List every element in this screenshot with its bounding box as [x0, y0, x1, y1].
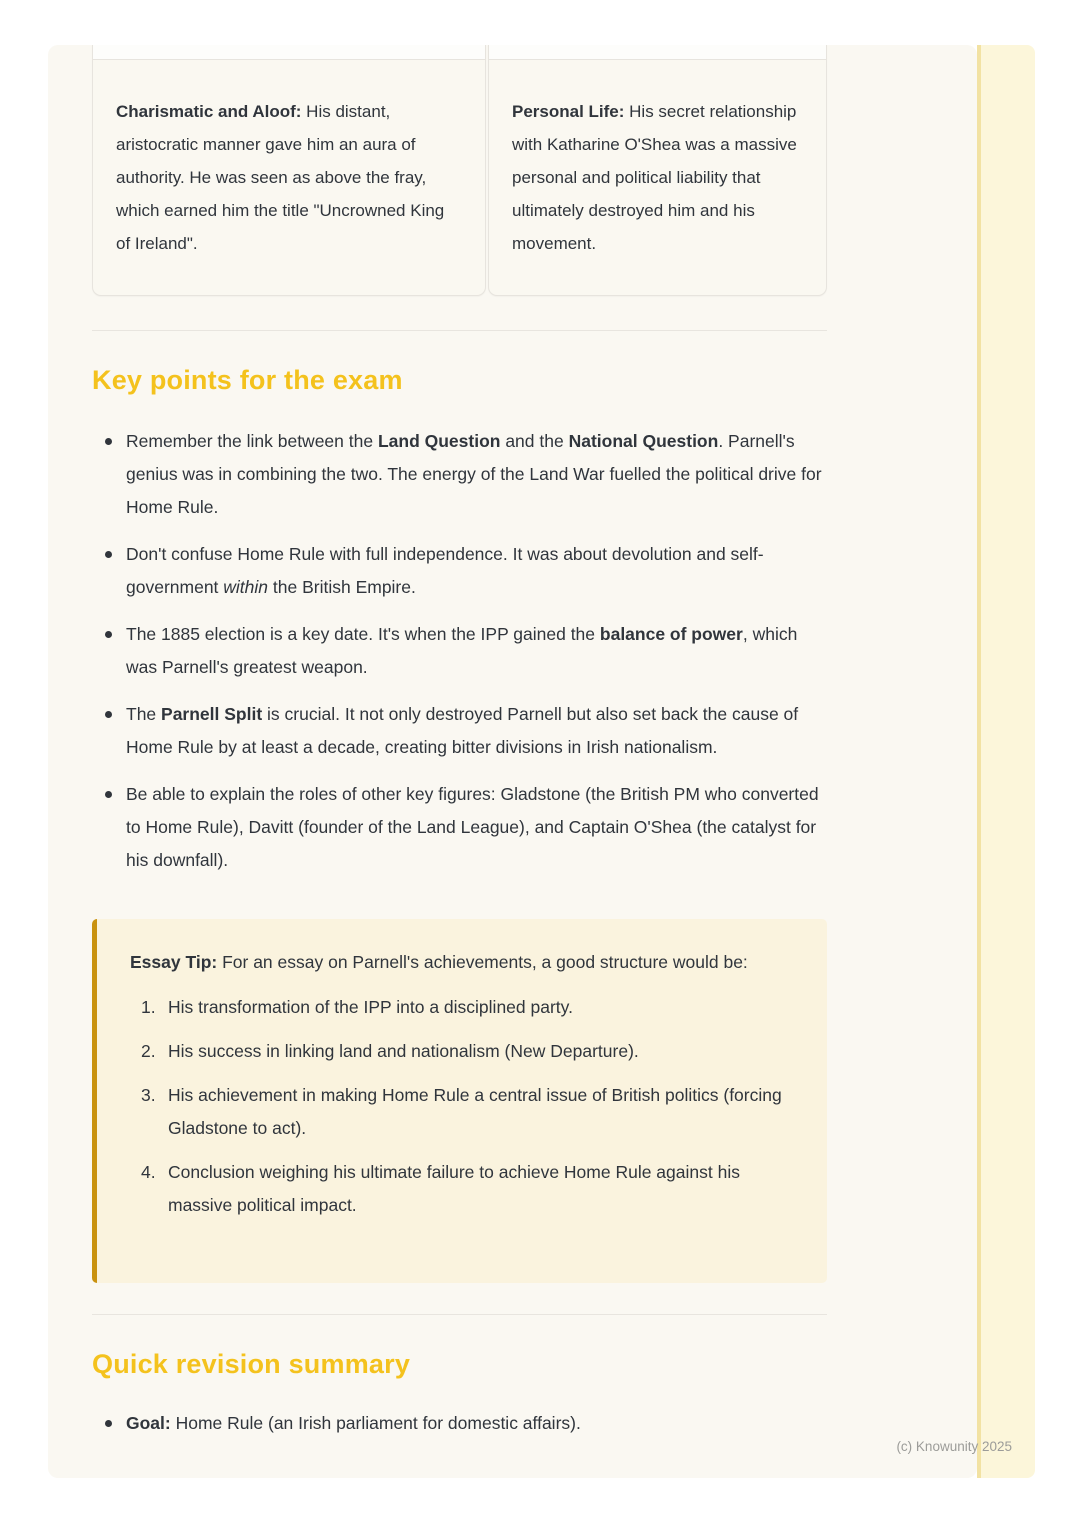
traits-table — [92, 45, 827, 296]
list-item: The Parnell Split is crucial. It not only destroyed Parnell but also set back the cause of Home Rule by at least a decade, creating bitter divisions in Irish nationalism. — [92, 698, 827, 764]
list-item: The 1885 election is a key date. It's when the IPP gained the balance of power, which was Parnell's greatest weapon. — [92, 618, 827, 684]
essay-tip-list — [130, 991, 799, 1222]
list-item: Goal: Home Rule (an Irish parliament for domestic affairs). — [92, 1407, 827, 1440]
previous-row-sliver — [93, 45, 485, 60]
section-divider — [92, 330, 827, 331]
table-cell-charismatic — [92, 45, 486, 296]
key-points-heading: Key points for the exam — [92, 365, 403, 395]
cell-text-personal-life: Personal Life: His secret relationship with Katharine O'Shea was a massive personal and political liability that ultimately destroyed him and his movement. — [512, 102, 797, 253]
list-item: Don't confuse Home Rule with full independence. It was about devolution and self-government within the British Empire. — [92, 538, 827, 604]
next-page-edge — [977, 45, 1035, 1478]
quick-revision-heading: Quick revision summary — [92, 1349, 411, 1379]
numbered-item: His transformation of the IPP into a disciplined party. — [168, 997, 573, 1017]
list-item: Be able to explain the roles of other key figures: Gladstone (the British PM who converted to Home Rule), Davitt (founder of the Land League), and Captain O'Shea (the catalyst for his downfall). — [92, 778, 827, 877]
essay-tip-intro: Essay Tip: For an essay on Parnell's achievements, a good structure would be: — [130, 952, 748, 972]
cell-text-charismatic: Charismatic and Aloof: His distant, aristocratic manner gave him an aura of authority. He was seen as above the fray, which earned him the title "Uncrowned King of Ireland". — [116, 102, 445, 253]
essay-tip-callout — [92, 919, 827, 1283]
previous-row-sliver — [489, 45, 826, 60]
numbered-item: His achievement in making Home Rule a central issue of British politics (forcing Gladstone to act). — [168, 1085, 782, 1138]
table-cell-personal-life — [488, 45, 827, 296]
notes-sheet — [48, 45, 977, 1478]
key-points-list — [92, 425, 827, 891]
quick-revision-list — [92, 1407, 827, 1454]
section-divider — [92, 1314, 827, 1315]
numbered-item: His success in linking land and nationalism (New Departure). — [168, 1041, 639, 1061]
list-item: Remember the link between the Land Question and the National Question. Parnell's genius was in combining the two. The energy of the Land War fuelled the political drive for Home Rule. — [92, 425, 827, 524]
copyright-footer: (c) Knowunity 2025 — [896, 1439, 1012, 1454]
numbered-item: Conclusion weighing his ultimate failure to achieve Home Rule against his massive political impact. — [168, 1162, 740, 1215]
